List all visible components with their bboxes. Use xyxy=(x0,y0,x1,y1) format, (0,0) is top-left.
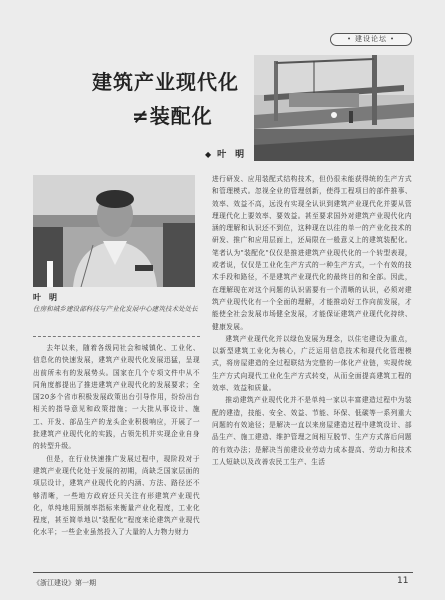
column-tag-label: 建设论坛 xyxy=(355,35,387,43)
body-column-right xyxy=(212,173,412,468)
author-byline xyxy=(205,147,244,160)
diamond-icon: ◆ xyxy=(205,150,212,159)
page-number: 11 xyxy=(397,576,409,586)
article-title-line1: 建筑产业现代化 xyxy=(92,70,239,94)
footer-journal: 《浙江建设》第一期 xyxy=(33,579,96,587)
paragraph: 建筑产业现代化并以绿色发展为理念，以住宅建设为重点，以新型建筑工业化为核心，广泛运用信息技术和现代化管理模式，将房屋建造的全过程联结为完整的一体化产业链，实现传统生产方式向现代工业化生产方式转变，从而全面提高建筑工程的效率、效益和质量。 xyxy=(212,334,412,393)
article-title-line2: ≠装配化 xyxy=(132,104,213,128)
construction-photo xyxy=(254,55,414,161)
body-column-left xyxy=(33,342,200,539)
paragraph: 推动建筑产业现代化并不是单纯一家以丰富建造过程中为装配的建造，技能、安全、效益、节能、环保、低碳等一系列重大问题的有效途径；是解决一直以来房屋建造过程中建筑设计、部品生产、施工建造、维护管理之间相互脱节、生产方式落后问题的有效办法；是解决当前建设业劳动力成本提高、劳动力和技术工人短缺以及改善农民工生产、生活 xyxy=(212,396,412,466)
divider xyxy=(33,336,200,337)
paragraph: 进行研发、应用装配式结构技术，但仍很未能获得统的生产方式和管理模式。忽视全业的管理创新，使得工程项目的部件推事、效率、效益不高，远没有实现全认识到建筑产业现代化并要从管理现代化上要效率、要效益。甚至要求国外对建筑产业现代化内涵的理解和认识还不到位，这种现在以往的单一的产业化技术的研发、推广和应用层面上，还局限在一般意义上的建筑装配化。笔者认为"装配化"仅仅是推进建筑产业现代化的一个转型表现，或者说，仅仅是工业化生产方式的一种生产方式，一个有效的技术手段和路径，不是建筑产业现代化的最终目的和全部。因此，在理解现在对这个问题的认识需要有一个清晰的认识，必须对建筑产业现代化有一个全面的理解，才能推动好工作向前发展，才能使全社会发展市场健全发展，才能保证建筑产业现代化持续、健康发展。 xyxy=(212,175,412,331)
paragraph: 去年以来，随着各级同社会和城镇化、工业化、信息化的快速发展，建筑产业现代化发展迅猛，呈现出前所未有的发展势头。国家在几个专项文件中从不同角度都提出了推进建筑产业现代化的发展要求；全国20多个省市积极发展政策出台引导作用，纷纷出台相关的指导意见和政策措施；一大批从事设计、施工、开发、部品生产的龙头企业积极响应，开展了一批建筑产业现代化的实践，占领先机并实现企业自身的转型升级。 xyxy=(33,344,200,451)
author-portrait xyxy=(33,175,195,287)
author-name: 叶 明 xyxy=(217,150,245,160)
bullet-icon: • xyxy=(390,36,395,43)
paragraph: 但是，在行业快速推广发展过程中，现阶段对于建筑产业现代化处于发展的初期，尚缺乏国家层面的项层设计，建筑产业现代化的内涵、方法、路径还不够清晰，一些地方政府还只关注有形建筑产业现代化，单纯地用预制率指标来衡量产业化程度，工业化程度，甚至简单地以"装配化"程度来论建筑产业现代化水平；一些企业虽然投入了大量的人力物力财力 xyxy=(33,454,200,537)
author-bio: 住房和城乡建设部科技与产业化发展中心建筑技术处处长 xyxy=(33,305,198,313)
footer-rule xyxy=(33,572,413,573)
bullet-icon: • xyxy=(347,36,352,43)
portrait-caption-name: 叶 明 xyxy=(33,293,57,302)
column-tag xyxy=(330,33,412,46)
